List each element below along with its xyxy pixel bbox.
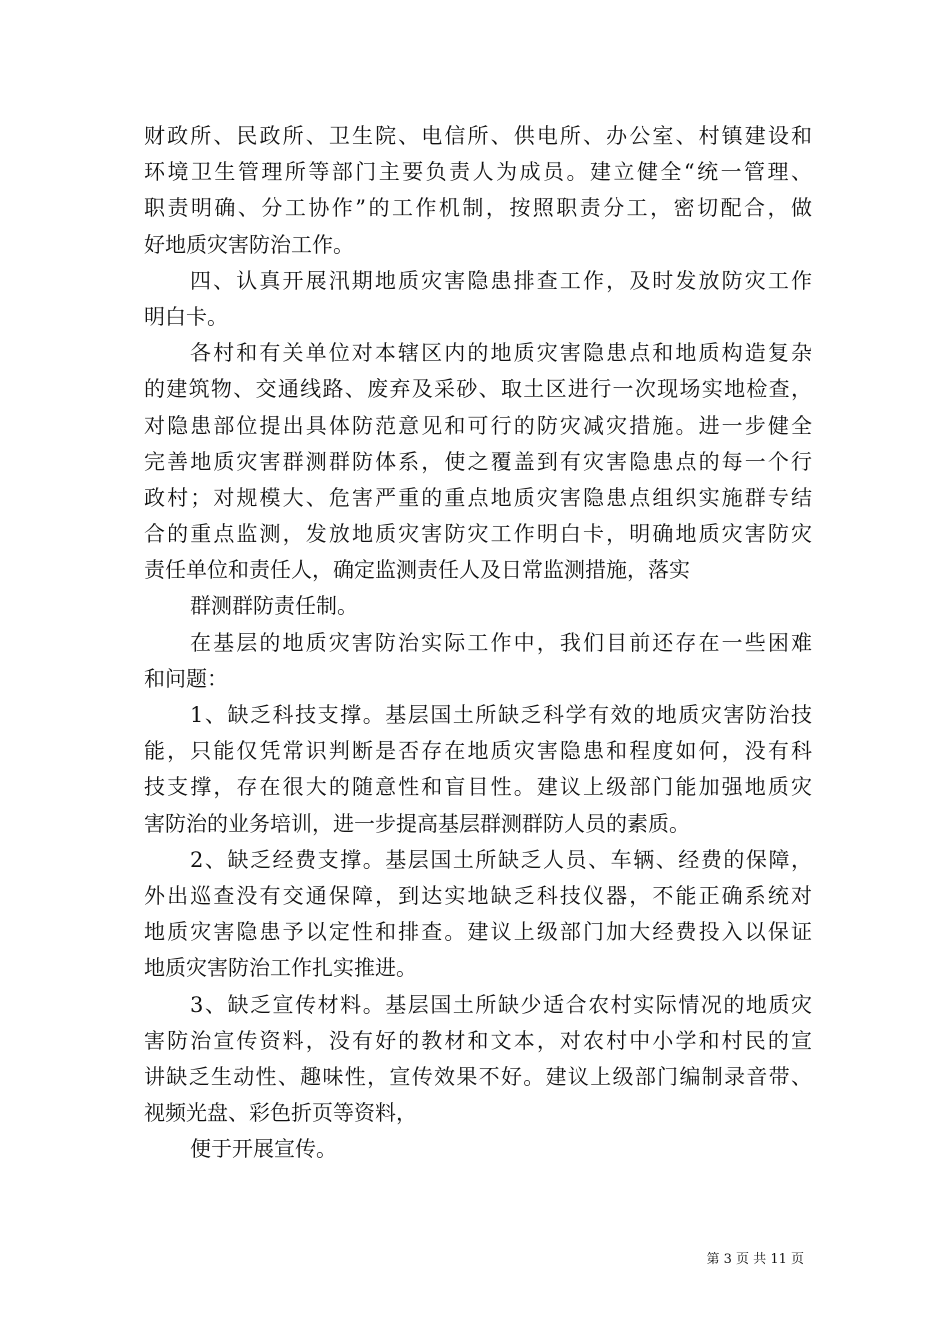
text-line: 政村；对规模大、危害严重的重点地质灾害隐患点组织实施群专结 <box>144 485 812 510</box>
list-item-line: 1、缺乏科技支撑。基层国土所缺乏科学有效的地质灾害防治技 <box>190 703 812 727</box>
text-line: 技支撑，存在很大的随意性和盲目性。建议上级部门能加强地质灾 <box>144 775 812 800</box>
list-item-line: 3、缺乏宣传材料。基层国土所缺少适合农村实际情况的地质灾 <box>190 992 812 1017</box>
text-line: 地质灾害隐患予以定性和排查。建议上级部门加大经费投入以保证 <box>144 920 812 945</box>
text-line: 群测群防责任制。 <box>190 594 358 619</box>
section-heading-line: 四、认真开展汛期地质灾害隐患排查工作，及时发放防灾工作 <box>190 268 812 293</box>
text-line: 好地质灾害防治工作。 <box>144 232 354 257</box>
text-line: 害防治宣传资料，没有好的教材和文本，对农村中小学和村民的宣 <box>144 1028 812 1053</box>
text-line: 对隐患部位提出具体防范意见和可行的防灾减灾措施。进一步健全 <box>144 413 812 438</box>
text-line: 外出巡查没有交通保障，到达实地缺乏科技仪器，不能正确系统对 <box>144 883 812 908</box>
text-line: 责任单位和责任人，确定监测责任人及日常监测措施，落实 <box>144 558 690 583</box>
text-line: 在基层的地质灾害防治实际工作中，我们目前还存在一些困难 <box>190 630 812 655</box>
text-line: 合的重点监测，发放地质灾害防灾工作明白卡，明确地质灾害防灾 <box>144 522 812 547</box>
list-item-line: 2、缺乏经费支撑。基层国土所缺乏人员、车辆、经费的保障， <box>190 847 812 872</box>
text-line: 视频光盘、彩色折页等资料， <box>144 1101 417 1126</box>
page-number: 第 3 页 共 11 页 <box>706 1252 804 1267</box>
text-line: 环境卫生管理所等部门主要负责人为成员。建立健全“统一管理、 <box>144 160 812 185</box>
text-line: 职责明确、分工协作”的工作机制，按照职责分工，密切配合，做 <box>144 196 812 221</box>
section-heading-line: 明白卡。 <box>144 304 228 329</box>
text-line: 和问题： <box>144 666 228 691</box>
body-text <box>144 118 812 1167</box>
text-line: 讲缺乏生动性、趣味性，宣传效果不好。建议上级部门编制录音带、 <box>144 1064 812 1089</box>
text-line: 便于开展宣传。 <box>190 1137 337 1162</box>
text-line: 害防治的业务培训，进一步提高基层群测群防人员的素质。 <box>144 811 690 836</box>
text-line: 各村和有关单位对本辖区内的地质灾害隐患点和地质构造复杂 <box>190 341 812 366</box>
text-line: 地质灾害防治工作扎实推进。 <box>144 956 417 981</box>
text-line: 完善地质灾害群测群防体系，使之覆盖到有灾害隐患点的每一个行 <box>144 449 812 474</box>
text-line: 的建筑物、交通线路、废弃及采砂、取土区进行一次现场实地检查， <box>144 377 812 402</box>
text-line: 财政所、民政所、卫生院、电信所、供电所、办公室、村镇建设和 <box>144 124 812 148</box>
text-line: 能，只能仅凭常识判断是否存在地质灾害隐患和程度如何，没有科 <box>144 739 812 764</box>
